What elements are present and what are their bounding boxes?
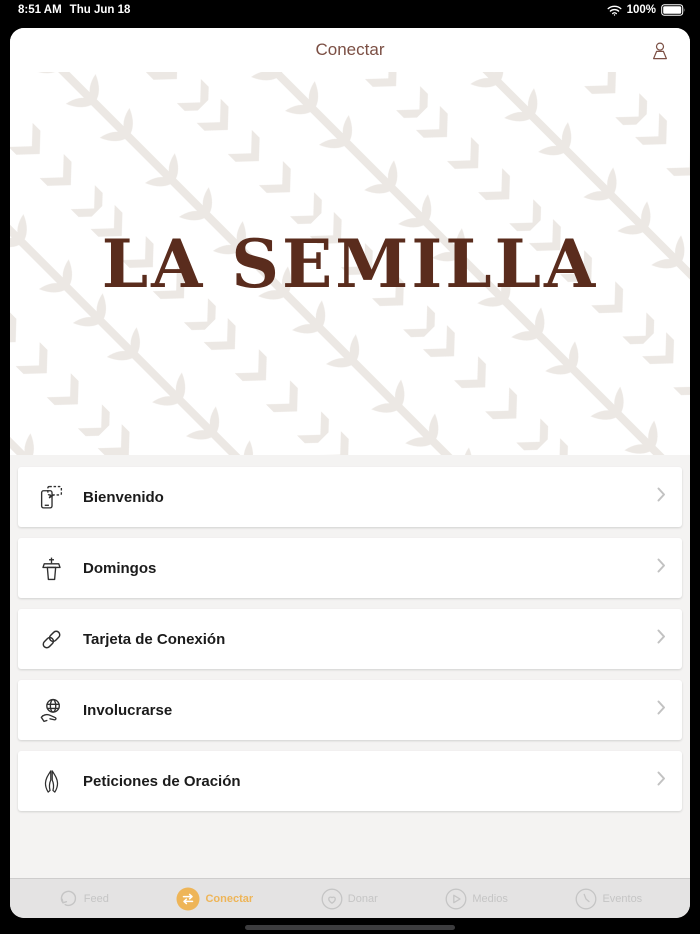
tab-conectar[interactable] [176, 887, 253, 911]
tab-label: Donar [347, 892, 378, 905]
tab-eventos[interactable] [575, 888, 642, 910]
menu-item-label: Involucrarse [83, 701, 173, 719]
tab-bar [10, 878, 690, 918]
brand-logo-text: LA SEMILLA [101, 224, 599, 303]
wifi-icon [607, 5, 622, 16]
page-title: Conectar [315, 40, 385, 59]
play-icon [445, 888, 467, 910]
menu-list [10, 455, 690, 878]
refresh-icon [58, 888, 79, 909]
chevron-right-icon [657, 771, 666, 791]
status-date: Thu Jun 18 [69, 4, 131, 16]
chevron-right-icon [657, 558, 666, 578]
hand-globe-icon [38, 697, 65, 724]
chevron-right-icon [657, 487, 666, 507]
exchange-arrows-icon [176, 887, 200, 911]
praying-hands-icon [38, 768, 65, 795]
tab-label: Medios [472, 892, 508, 905]
tab-label: Conectar [205, 892, 254, 905]
heart-icon [321, 888, 343, 910]
menu-item-label: Peticiones de Oración [83, 772, 241, 790]
home-indicator[interactable] [245, 925, 455, 930]
phone-chat-icon [38, 484, 65, 511]
status-bar [0, 0, 700, 28]
battery-percent: 100% [626, 4, 656, 16]
tab-label: Eventos [602, 892, 643, 905]
menu-item-peticiones-de-oracion[interactable] [18, 751, 682, 811]
chevron-right-icon [657, 700, 666, 720]
hero-banner [10, 72, 690, 455]
tab-donar[interactable] [321, 888, 378, 910]
menu-item-bienvenido[interactable] [18, 467, 682, 527]
menu-item-label: Tarjeta de Conexión [83, 630, 226, 648]
menu-item-involucrarse[interactable] [18, 680, 682, 740]
tab-medios[interactable] [445, 888, 507, 910]
menu-item-label: Domingos [83, 559, 157, 577]
battery-icon [661, 4, 686, 16]
menu-item-label: Bienvenido [83, 488, 164, 506]
person-icon [649, 40, 671, 62]
podium-icon [38, 555, 65, 582]
tab-label: Feed [83, 892, 109, 905]
app-window [10, 28, 690, 918]
menu-item-tarjeta-de-conexion[interactable] [18, 609, 682, 669]
clock-icon [575, 888, 597, 910]
nav-bar [10, 28, 690, 72]
chevron-right-icon [657, 629, 666, 649]
menu-item-domingos[interactable] [18, 538, 682, 598]
chain-link-icon [38, 626, 65, 653]
tab-feed[interactable] [58, 888, 109, 909]
profile-button[interactable] [648, 39, 672, 63]
status-time: 8:51 AM [18, 4, 62, 16]
